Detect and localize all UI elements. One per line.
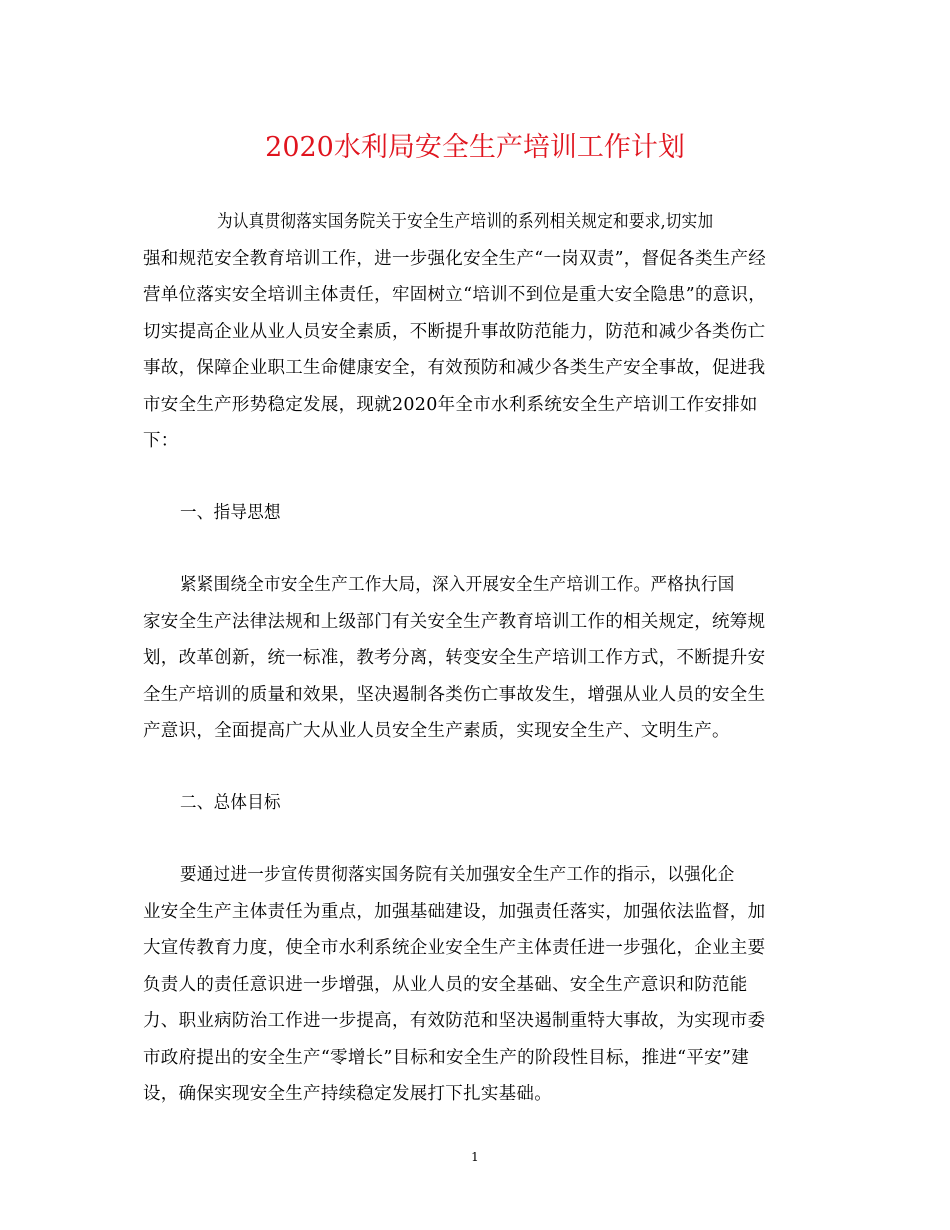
intro-line-2: 强和规范安全教育培训工作，进一步强化安全生产“一岗双责”，督促各类生产经 xyxy=(143,249,767,269)
section1-line-1: 紧紧围绕全市安全生产工作大局，深入开展安全生产培训工作。严格执行国 xyxy=(180,575,735,595)
section1-line-4: 全生产培训的质量和效果，坚决遏制各类伤亡事故发生，增强从业人员的安全生 xyxy=(143,685,766,705)
section2-line-7: 设，确保实现安全生产持续稳定发展打下扎实基础。 xyxy=(143,1084,552,1104)
section2-line-3: 大宣传教育力度，使全市水利系统企业安全生产主体责任进一步强化，企业主要 xyxy=(143,938,766,958)
section-heading-overall-goals: 二、总体目标 xyxy=(180,793,281,813)
page-number: 1 xyxy=(471,1150,479,1164)
section1-line-2: 家安全生产法律法规和上级部门有关安全生产教育培训工作的相关规定，统筹规 xyxy=(143,612,766,632)
section2-line-4: 负责人的责任意识进一步增强，从业人员的安全基础、安全生产意识和防范能 xyxy=(143,975,748,995)
section1-line-3: 划，改革创新，统一标准，教考分离，转变安全生产培训工作方式，不断提升安 xyxy=(143,648,766,668)
section2-line-6: 市政府提出的安全生产“零增长”目标和安全生产的阶段性目标，推进“平安”建 xyxy=(143,1048,749,1068)
section2-line-1: 要通过进一步宣传贯彻落实国务院有关加强安全生产工作的指示，以强化企 xyxy=(180,865,735,885)
intro-line-1: 为认真贯彻落实国务院关于安全生产培训的系列相关规定和要求,切实加 xyxy=(217,212,714,232)
document-title: 2020水利局安全生产培训工作计划 xyxy=(265,132,685,163)
intro-line-6: 市安全生产形势稳定发展，现就2020年全市水利系统安全生产培训工作安排如 xyxy=(143,395,758,415)
section1-line-5: 产意识，全面提高广大从业人员安全生产素质，实现安全生产、文明生产。 xyxy=(143,721,730,741)
intro-line-4: 切实提高企业从业人员安全素质，不断提升事故防范能力，防范和减少各类伤亡 xyxy=(143,322,766,342)
section-heading-guiding-ideology: 一、指导思想 xyxy=(180,503,281,523)
intro-line-3: 营单位落实安全培训主体责任，牢固树立“培训不到位是重大安全隐患”的意识， xyxy=(143,285,767,305)
section2-line-5: 力、职业病防治工作进一步提高，有效防范和坚决遏制重特大事故，为实现市委 xyxy=(143,1011,766,1031)
section2-line-2: 业安全生产主体责任为重点，加强基础建设，加强责任落实，加强依法监督，加 xyxy=(143,902,766,922)
intro-line-5: 事故，保障企业职工生命健康安全，有效预防和减少各类生产安全事故，促进我 xyxy=(143,358,766,378)
intro-line-7: 下： xyxy=(143,431,179,451)
